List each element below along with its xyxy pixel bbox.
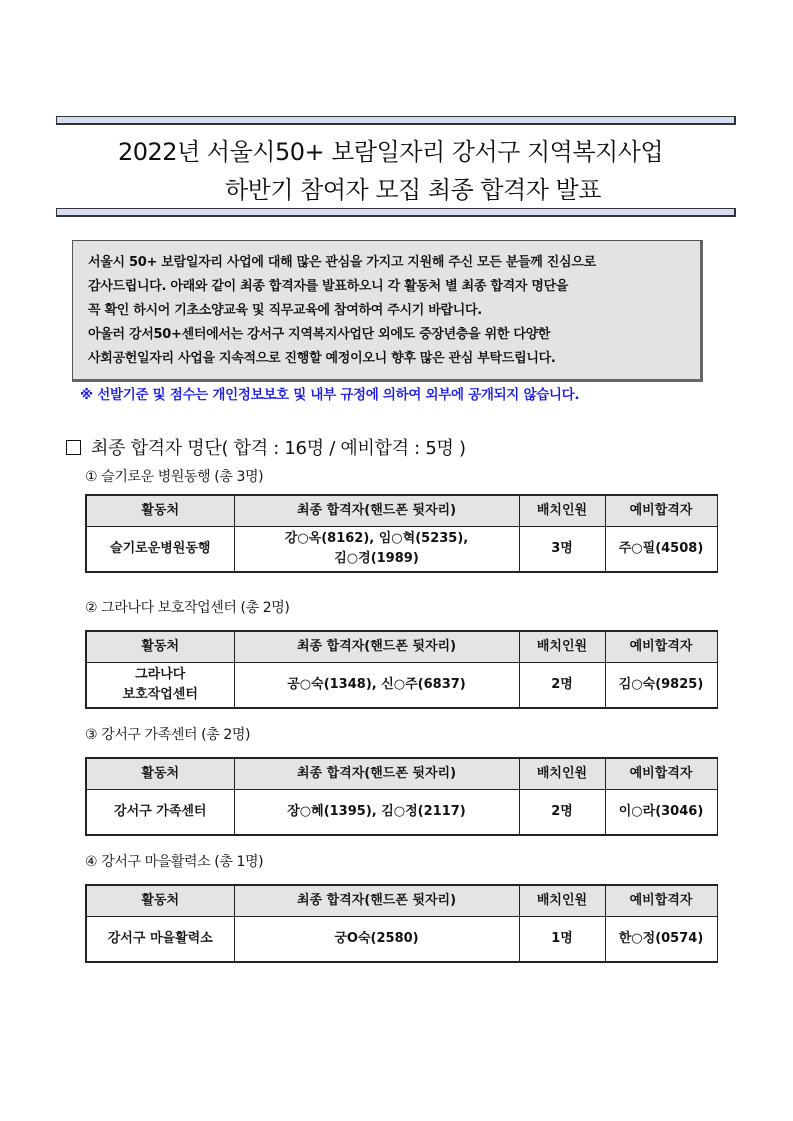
title-top-rule: [56, 116, 736, 125]
notice-line: 꼭 확인 하시어 기초소양교육 및 직무교육에 참여하여 주시기 바랍니다.: [88, 303, 482, 318]
section-heading-text: 최종 합격자 명단( 합격 : 16명 / 예비합격 : 5명 ): [91, 438, 466, 459]
header-finalists: 최종 합격자(핸드폰 뒷자리): [234, 885, 519, 917]
cell-count: 2명: [519, 790, 605, 836]
header-reserve: 예비합격자: [605, 495, 717, 527]
cell-reserve: 주○필(4508): [605, 527, 717, 573]
header-count: 배치인원: [519, 495, 605, 527]
cell-finalists: 궁O숙(2580): [234, 917, 519, 963]
header-reserve: 예비합격자: [605, 885, 717, 917]
header-reserve: 예비합격자: [605, 631, 717, 663]
cell-place: 강서구 마을활력소: [86, 917, 234, 963]
notice-line: 아울러 강서50+센터에서는 강서구 지역복지사업단 외에도 중장년층을 위한 다양한: [88, 327, 551, 342]
cell-place: 슬기로운병원동행: [86, 527, 234, 573]
cell-finalists: [234, 527, 519, 573]
table-header-row: [86, 885, 717, 917]
group-subtitle: ④ 강서구 마을활력소 (총 1명): [85, 854, 264, 870]
roster-table: [85, 630, 718, 709]
group-subtitle: ③ 강서구 가족센터 (총 2명): [85, 727, 251, 743]
place-line: 보호작업센터: [122, 687, 198, 702]
cell-place: [86, 663, 234, 709]
header-count: 배치인원: [519, 885, 605, 917]
roster-table: [85, 884, 718, 963]
notice-line: 서울시 50+ 보람일자리 사업에 대해 많은 관심을 가지고 지원해 주신 모든 분들께 진심으로: [88, 255, 596, 270]
group-subtitle: ① 슬기로운 병원동행 (총 3명): [85, 469, 264, 485]
header-place: 활동처: [86, 885, 234, 917]
header-reserve: 예비합격자: [605, 758, 717, 790]
group-subtitle: ② 그라나다 보호작업센터 (총 2명): [85, 600, 290, 616]
roster-table: [85, 757, 718, 836]
cell-finalists: 공○숙(1348), 신○주(6837): [234, 663, 519, 709]
table-header-row: [86, 631, 717, 663]
cell-count: 3명: [519, 527, 605, 573]
header-place: 활동처: [86, 631, 234, 663]
table-header-row: [86, 758, 717, 790]
page-title-line1: 2022년 서울시50+ 보람일자리 강서구 지역복지사업: [118, 138, 664, 166]
cell-reserve: 한○정(0574): [605, 917, 717, 963]
notice-line: 감사드립니다. 아래와 같이 최종 합격자를 발표하오니 각 활동처 별 최종 합격자 명단을: [88, 279, 569, 294]
place-line: 그라나다: [135, 667, 186, 682]
section-heading: [66, 434, 466, 460]
header-place: 활동처: [86, 495, 234, 527]
header-place: 활동처: [86, 758, 234, 790]
header-count: 배치인원: [519, 631, 605, 663]
table-header-row: [86, 495, 717, 527]
finalists-line: 강○옥(8162), 임○혁(5235),: [284, 531, 469, 546]
notice-box: [72, 240, 703, 382]
roster-table: [85, 494, 718, 573]
privacy-warning: ※ 선발기준 및 점수는 개인정보보호 및 내부 규정에 의하여 외부에 공개되지 않습니다.: [80, 387, 580, 403]
cell-reserve: 김○숙(9825): [605, 663, 717, 709]
header-finalists: 최종 합격자(핸드폰 뒷자리): [234, 758, 519, 790]
header-finalists: 최종 합격자(핸드폰 뒷자리): [234, 495, 519, 527]
table-row: [86, 917, 717, 963]
header-finalists: 최종 합격자(핸드폰 뒷자리): [234, 631, 519, 663]
page-title-line2: 하반기 참여자 모집 최종 합격자 발표: [225, 176, 601, 204]
checkbox-empty-icon: [66, 440, 81, 455]
table-row: [86, 663, 717, 709]
title-bottom-rule: [56, 208, 736, 217]
cell-count: 1명: [519, 917, 605, 963]
cell-count: 2명: [519, 663, 605, 709]
cell-reserve: 이○라(3046): [605, 790, 717, 836]
notice-line: 사회공헌일자리 사업을 지속적으로 진행할 예정이오니 향후 많은 관심 부탁드립니다.: [88, 351, 556, 366]
table-row: [86, 790, 717, 836]
cell-finalists: 장○혜(1395), 김○정(2117): [234, 790, 519, 836]
finalists-line: 김○경(1989): [334, 551, 419, 566]
table-row: [86, 527, 717, 573]
cell-place: 강서구 가족센터: [86, 790, 234, 836]
header-count: 배치인원: [519, 758, 605, 790]
